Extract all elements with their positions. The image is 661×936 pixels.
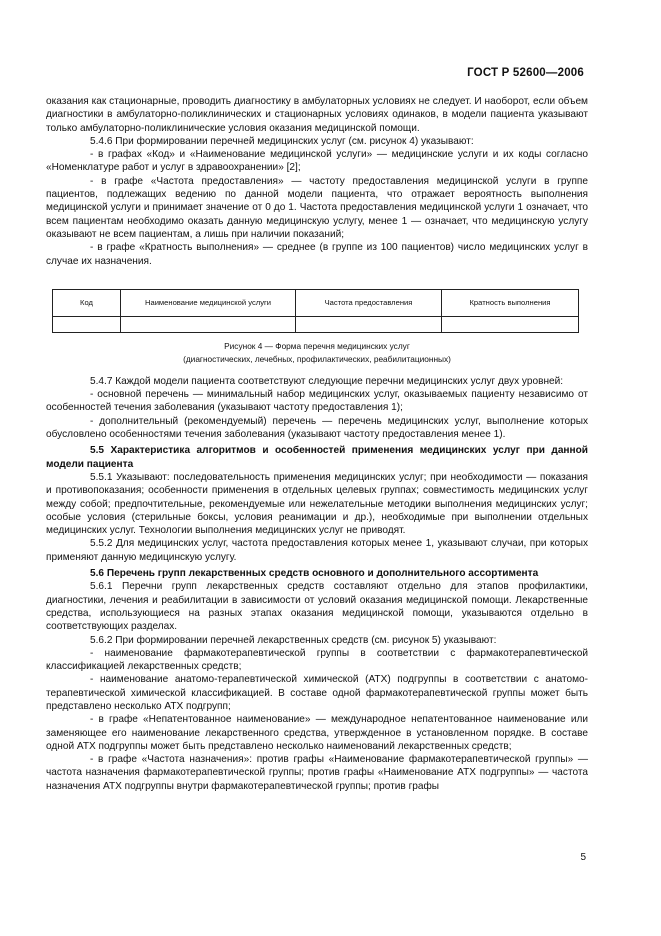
list-item: - в графе «Кратность выполнения» — среднее (в группе из 100 пациентов) число медицинских услуг в случае их назначения. — [46, 242, 588, 267]
table-header-cell: Наименование медицинской услуги — [121, 289, 296, 316]
document-header: ГОСТ Р 52600—2006 — [467, 67, 584, 79]
table-cell — [53, 316, 121, 332]
table-row — [53, 316, 579, 332]
section-heading-5-5: 5.5 Характеристика алгоритмов и особенностей применения медицинских услуг при данной модели пациента — [46, 445, 588, 470]
paragraph: 5.4.7 Каждой модели пациента соответствуют следующие перечни медицинских услуг двух уровней: — [90, 375, 564, 387]
paragraph: 5.6.2 При формировании перечней лекарственных средств (см. рисунок 5) указывают: — [90, 634, 497, 646]
list-item: - наименование анатомо-терапевтической химической (АТХ) подгруппы в соответствии с анатомо-терапевтической химической классификацией. В составе одной фармакотерапевтической группы может быть представлено несколько АТХ подгрупп; — [46, 674, 588, 712]
table-header-cell: Код — [53, 289, 121, 316]
list-item: - в графе «Частота предоставления» — частоту предоставления медицинской услуги в группе пациентов, подлежащих ведению по данной модели пациента, что отражает вероятность выполнения медицинской услуги и принимает значение от 0 до 1. Частота предоставления медицинской услуги 1 означает, что всем пациентам необходимо оказать данную медицинскую услугу, менее 1 — означает, что медицинскую услугу оказывают не всем пациентам, а лишь при наличии показаний; — [46, 175, 588, 240]
list-item: - дополнительный (рекомендуемый) перечень — перечень медицинских услуг, выполнение которых обусловлено особенностями течения заболевания (указывают частоту предоставления менее 1). — [46, 415, 588, 441]
list-item: - в графах «Код» и «Наименование медицинской услуги» — медицинские услуги и их коды согласно «Номенклатуре работ и услуг в здравоохранении» [2]; — [46, 149, 588, 174]
table-header-cell: Частота предоставления — [296, 289, 442, 316]
figure-caption-line-1: Рисунок 4 — Форма перечня медицинских услуг — [224, 340, 410, 351]
table-cell — [121, 316, 296, 332]
paragraph: 5.6.1 Перечни групп лекарственных средств составляют отдельно для этапов профилактики, диагностики, лечения и реабилитации в зависимости от условий оказания медицинской помощи. Лекарственные средства, использующиеся на разных этапах оказания медицинской помощи, указываются отдельно в соответствующих разделах. — [46, 581, 588, 633]
paragraph: 5.4.6 При формировании перечней медицинских услуг (см. рисунок 4) указывают: — [90, 135, 474, 147]
figure-4-table — [52, 289, 579, 333]
table-header-row — [53, 289, 579, 316]
paragraph: 5.5.1 Указывают: последовательность применения медицинских услуг; при необходимости — показания и противопоказания; особенности применения в отдельных целевых группах; совместимость медицинских услуг между собой; предпочтительные, рекомендуемые или нежелательные методики выполнения медицинских услуг; особые условия (стерильные боксы, условия реанимации и др.), необходимые при выполнении отдельных медицинских услуг. Технологии выполнения медицинских услуг не приводят. — [46, 471, 588, 537]
document-body — [46, 95, 588, 793]
table-header-cell: Кратность выполнения — [442, 289, 579, 316]
list-item: - в графе «Частота назначения»: против графы «Наименование фармакотерапевтической группы» — частота назначения фармакотерапевтической группы; против графы «Наименование АТХ подгруппы» — частота назначения АТХ подгруппы внутри фармакотерапевтической группы; против графы — [46, 754, 588, 792]
section-heading-5-6: 5.6 Перечень групп лекарственных средств основного и дополнительного ассортимента — [90, 568, 539, 580]
list-item: - основной перечень — минимальный набор медицинских услуг, оказываемых пациенту независимо от особенностей течения заболевания (указывают частоту предоставления 1); — [46, 389, 588, 414]
figure-caption-line-2: (диагностических, лечебных, профилактических, реабилитационных) — [183, 353, 451, 364]
list-item: - в графе «Непатентованное наименование» — международное непатентованное наименование или заменяющее его наименование лекарственного средства, утвержденное в установленном порядке. В составе одной АТХ подгруппы может быть представлено несколько наименований лекарственных средств; — [46, 714, 588, 752]
figure-caption — [46, 340, 588, 366]
paragraph: 5.5.2 Для медицинских услуг, частота предоставления которых менее 1, указывают случаи, при которых применяют данную медицинскую услугу. — [46, 538, 588, 563]
page-number: 5 — [580, 852, 586, 863]
table-cell — [442, 316, 579, 332]
list-item: - наименование фармакотерапевтической группы в соответствии с фармакотерапевтической классификацией лекарственных средств; — [46, 647, 588, 673]
paragraph: оказания как стационарные, проводить диагностику в амбулаторных условиях не следует. И наоборот, если объем диагностики в амбулаторно-поликлинических и стационарных условиях одинаков, в модели пациента указывают только амбулаторно-поликлинические условия оказания медицинской помощи. — [46, 96, 588, 134]
table-cell — [296, 316, 442, 332]
